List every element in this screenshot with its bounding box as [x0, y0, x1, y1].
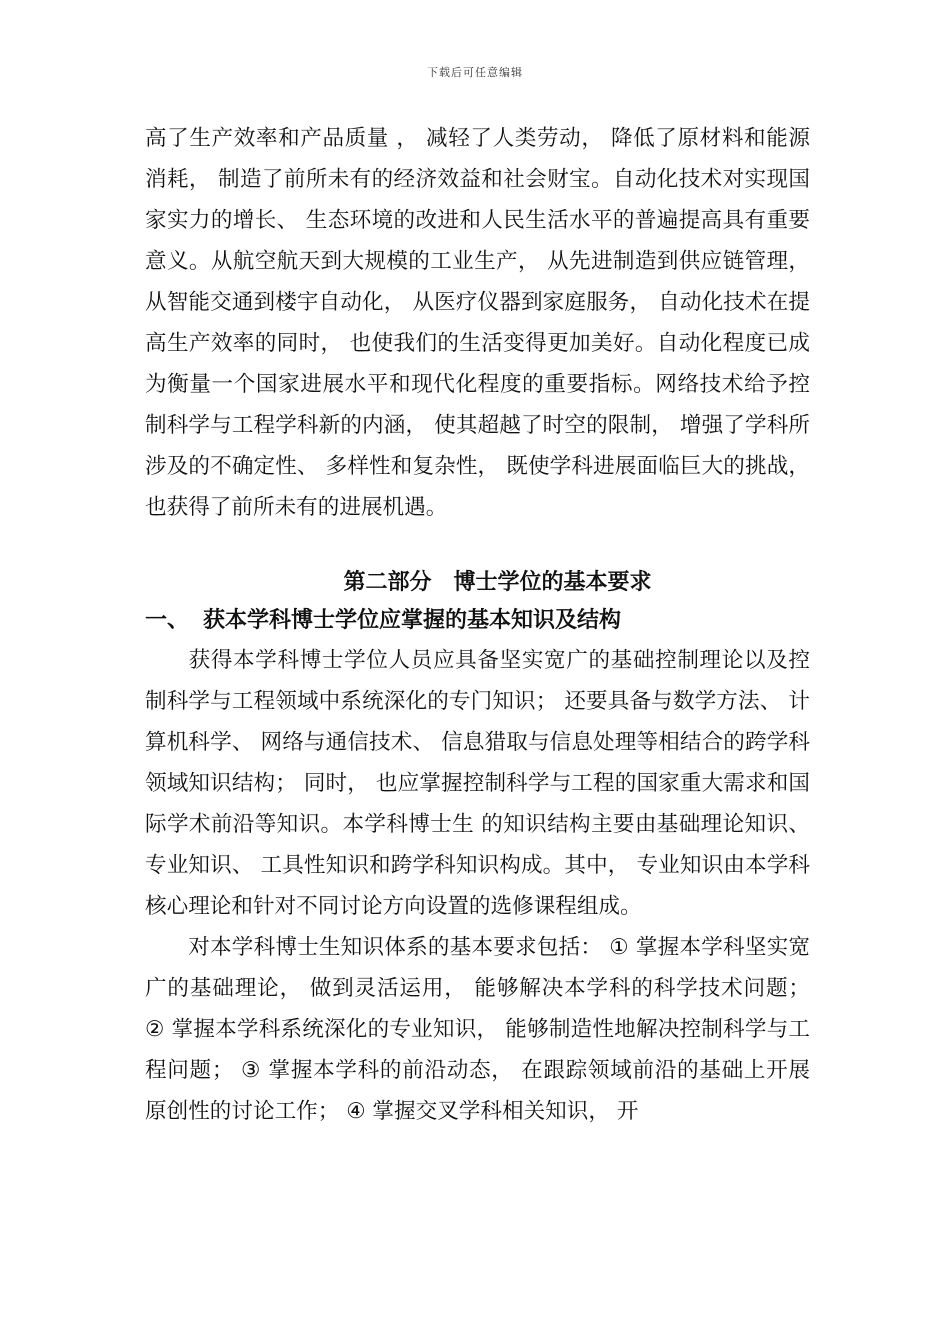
section-spacer — [145, 528, 810, 564]
section-paragraph-2-text: 对本学科博士生知识体系的基本要求包括： ① 掌握本学科坚实宽广的基础理论， 做到灵活运用， 能够解决本学科的科学技术问题； ② 掌握本学科系统深化的专业知识， 能够制造性地解决控制科学与工程问题； ③ 掌握本学科的前沿动态， 在跟踪领域前沿的基础上开展原创性的讨论工作； ④ 掌握交叉学科相关知识， 开 — [145, 935, 810, 1124]
section-heading — [145, 602, 810, 640]
section-paragraph-2 — [145, 927, 810, 1132]
section-number: 一、 — [145, 608, 190, 633]
intro-paragraph: 高了生产效率和产品质量 ， 减轻了人类劳动， 降低了原材料和能源消耗， 制造了前所未有的经济效益和社会财宝。自动化技术对实现国家实力的增长、 生态环境的改进和人民生活水平的普遍提高具有重要意义。从航空航天到大规模的工业生产， 从先进制造到供应链管理， 从智能交通到楼宇自动化， 从医疗仪器到家庭服务， 自动化技术在提高生产效率的同时， 也使我们的生活变得更加美好。自动化程度已成为衡量一个国家进展水平和现代化程度的重要指标。网络技术给予控制科学与工程学科新的内涵， 使其超越了时空的限制， 增强了学科所涉及的不确定性、 多样性和复杂性， 既使学科进展面临巨大的挑战， 也获得了前所未有的进展机遇。 — [145, 126, 810, 520]
part-title: 第二部分 博士学位的基本要求 — [343, 570, 652, 595]
document-body — [145, 118, 810, 1132]
section-paragraph-1 — [145, 640, 810, 927]
section-title-text: 获本学科博士学位应掌握的基本知识及结构 — [203, 608, 622, 633]
page-header: 下载后可任意编辑 — [427, 66, 523, 79]
section-paragraph-1-text: 获得本学科博士学位人员应具备坚实宽广的基础控制理论以及控制科学与工程领域中系统深化的专门知识； 还要具备与数学方法、 计算机科学、 网络与通信技术、 信息猎取与信息处理等相结合的跨学科领域知识结构； 同时， 也应掌握控制科学与工程的国家重大需求和国际学术前沿等知识。本学科博士生 的知识结构主要由基础理论知识、 专业知识、 工具性知识和跨学科知识构成。其中， 专业知识由本学科核心理论和针对不同讨论方向设置的选修课程组成。 — [145, 648, 810, 919]
